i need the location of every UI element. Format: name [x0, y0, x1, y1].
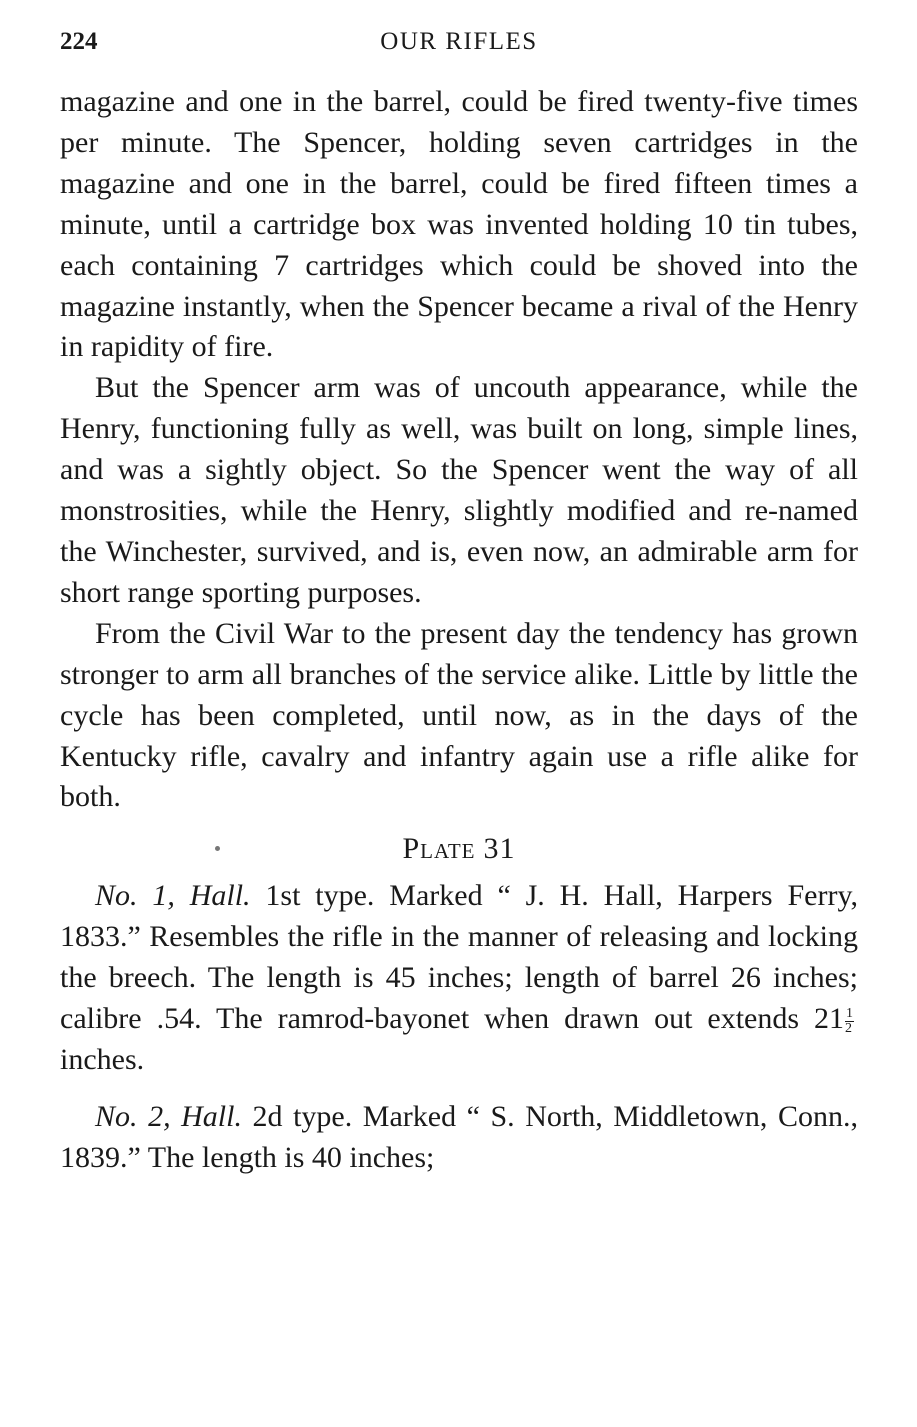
stray-ink-dot: [215, 846, 220, 851]
running-head: [60, 26, 858, 66]
entry-text: 1st type. Marked “ J. H. Hall, Harpers Ferry, 1833.” Resembles the rifle in the manner of releasing and locking the breech. The length is 45 inches; length of barrel 26 inches; calibre .54. The ramrod-bayonet when drawn out extends 21: [60, 879, 858, 1036]
entry-label: No. 1, Hall.: [95, 879, 251, 913]
entry-no1-hall: [60, 876, 858, 1081]
fraction-denominator: 2: [845, 1020, 852, 1036]
entry-text: 2d type. Marked “ S. North, Middletown, Conn., 1839.” The length is 40 inches;: [60, 1099, 858, 1174]
entry-no2-hall: [60, 1097, 858, 1179]
paragraph-spencer-appearance: But the Spencer arm was of uncouth appearance, while the Henry, functioning fully as well, was built on long, simple lines, and was a sightly object. So the Spencer went the way of all monstrosities, while the Henry, slightly modified and re-named the Winchester, survived, and is, even now, an admirable arm for short range sporting purposes.: [60, 371, 858, 609]
running-title: OUR RIFLES: [380, 28, 538, 55]
plate-number: 31: [483, 832, 516, 866]
body-text: [60, 82, 858, 1179]
paragraph-civil-war: From the Civil War to the present day the tendency has grown stronger to arm all branches of the service alike. Little by little the cycle has been completed, until now, as in the days of the Kentucky rifle, cavalry and infantry again use a rifle alike for both.: [60, 616, 858, 814]
entry-label: No. 2, Hall.: [95, 1099, 242, 1133]
entry-text-end: inches.: [60, 1042, 145, 1076]
page-number: 224: [60, 28, 98, 55]
plate-label: Plate: [402, 832, 476, 866]
fraction-one-half: [845, 1007, 854, 1036]
plate-heading: [60, 818, 858, 876]
paragraph-continuation: magazine and one in the barrel, could be fired twenty-five times per minute. The Spencer, holding seven cartridges in the magazine and one in the barrel, could be fired fifteen times a minute, until a cartridge box was invented holding 10 tin tubes, each containing 7 cartridges which could be shoved into the magazine instantly, when the Spencer became a rival of the Henry in rapidity of fire.: [60, 85, 858, 364]
fraction-numerator: 1: [846, 1005, 853, 1021]
